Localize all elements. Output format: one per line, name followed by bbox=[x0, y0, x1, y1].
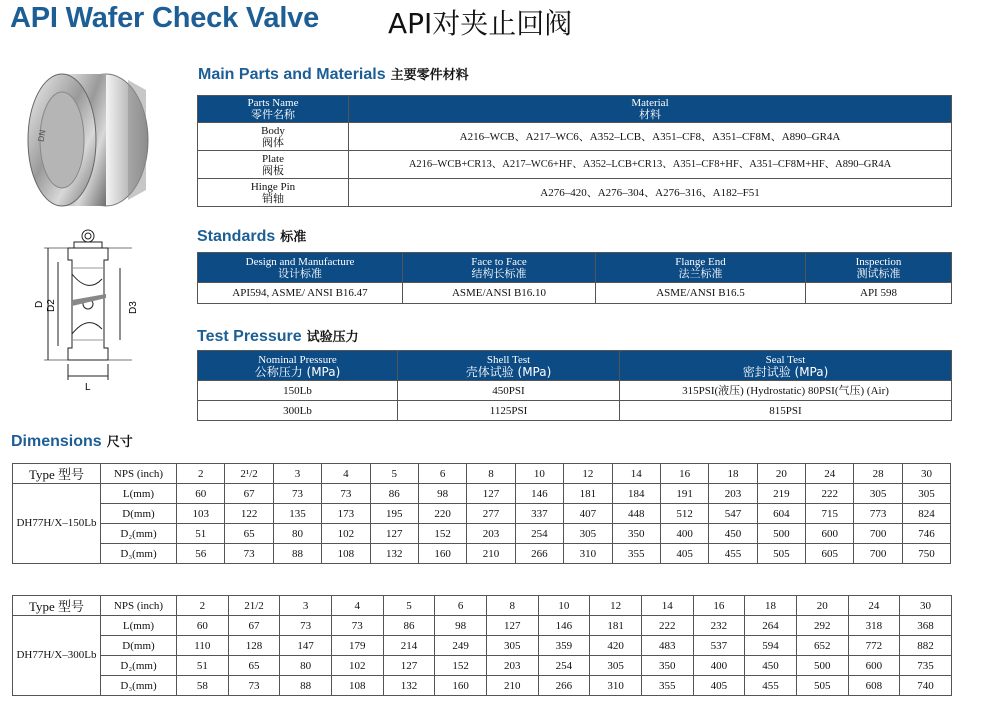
dimension-value: 127 bbox=[486, 616, 538, 636]
dimension-value: 264 bbox=[745, 616, 797, 636]
dimension-value: 605 bbox=[806, 544, 854, 564]
standards-table: Design and Manufacture 设计标准 Face to Face 结构长标准 Flange End 法兰标准 Inspection 测试标准 API594, ASME/ ANSI B16.47 ASME/ANSI B16.10 ASME/ANSI B16.5 API 598 bbox=[197, 252, 952, 304]
dimension-value: 220 bbox=[418, 504, 466, 524]
dimension-value: 108 bbox=[331, 676, 383, 696]
dimension-value: 108 bbox=[322, 544, 370, 564]
dimension-value: 420 bbox=[590, 636, 642, 656]
dimensions-table-300lb: Type 型号 NPS (inch) 2 21/2 3 4 5 6 8 10 12 14 16 18 20 24 30 DH77H/X–300Lb L(mm) 60 67 73 73 86 98 127 146 181 222 232 264 292 318 368 D(mm) 110 128 147 179 214 249 305 359 420 483 537 594 652 772 882 D₂(mm) 51 65 80 102 127 152 203 254 305 350 400 450 500 600 735 D₃(mm) 58 73 88 108 132 160 210 266 310 355 405 455 505 608 740 bbox=[12, 595, 952, 696]
dimension-value: 181 bbox=[564, 484, 612, 504]
row-label: D₃(mm) bbox=[101, 676, 177, 696]
dimension-value: 715 bbox=[806, 504, 854, 524]
dimension-value: 773 bbox=[854, 504, 902, 524]
dimension-value: 73 bbox=[280, 616, 332, 636]
dimension-value: 203 bbox=[709, 484, 757, 504]
dimension-value: 179 bbox=[331, 636, 383, 656]
table-row bbox=[13, 504, 951, 524]
dimension-value: 147 bbox=[280, 636, 332, 656]
dimension-value: 160 bbox=[435, 676, 487, 696]
dimension-value: 305 bbox=[590, 656, 642, 676]
dimension-value: 305 bbox=[854, 484, 902, 504]
page-title-en: API Wafer Check Valve bbox=[10, 2, 320, 34]
dimension-value: 882 bbox=[900, 636, 952, 656]
model-cell: DH77H/X–300Lb bbox=[13, 616, 101, 696]
valve-drawing bbox=[28, 224, 158, 394]
dimension-value: 405 bbox=[660, 544, 708, 564]
dimension-value: 191 bbox=[660, 484, 708, 504]
dimension-value: 56 bbox=[177, 544, 225, 564]
drawing-label-d: D bbox=[34, 300, 45, 308]
svg-text:DN: DN bbox=[36, 129, 48, 143]
dimension-value: 65 bbox=[228, 656, 280, 676]
row-label: L(mm) bbox=[101, 484, 177, 504]
table-row: 150Lb 450PSI 315PSI(液压) (Hydrostatic) 80PSI(气压) (Air) bbox=[198, 381, 952, 401]
dimension-value: 500 bbox=[796, 656, 848, 676]
dimension-value: 160 bbox=[418, 544, 466, 564]
dimension-value: 254 bbox=[538, 656, 590, 676]
dimension-value: 60 bbox=[177, 484, 225, 504]
row-label: L(mm) bbox=[101, 616, 177, 636]
dimension-value: 135 bbox=[273, 504, 321, 524]
dimension-value: 60 bbox=[177, 616, 229, 636]
dimension-value: 400 bbox=[660, 524, 708, 544]
dimension-value: 450 bbox=[745, 656, 797, 676]
dimensions-table-150lb: Type 型号 NPS (inch) 2 2¹/2 3 4 5 6 8 10 12 14 16 18 20 24 28 30 DH77H/X–150Lb L(mm) 60 67 73 73 86 98 127 146 181 184 191 203 219 222 305 305 D(mm) 103 122 135 173 195 220 277 337 407 448 512 547 604 715 773 824 D₂(mm) 51 65 80 102 127 152 203 254 305 350 400 450 500 600 700 746 D₃(mm) 56 73 88 108 132 160 210 266 310 355 405 455 505 605 700 750 bbox=[12, 463, 951, 564]
table-row bbox=[13, 616, 952, 636]
table-row: 300Lb 1125PSI 815PSI bbox=[198, 401, 952, 421]
dimension-value: 98 bbox=[435, 616, 487, 636]
dimension-value: 222 bbox=[806, 484, 854, 504]
dimension-value: 266 bbox=[538, 676, 590, 696]
dimension-value: 505 bbox=[757, 544, 805, 564]
dimension-value: 455 bbox=[745, 676, 797, 696]
row-label: D(mm) bbox=[101, 636, 177, 656]
table-row: API594, ASME/ ANSI B16.47 ASME/ANSI B16.10 ASME/ANSI B16.5 API 598 bbox=[198, 283, 952, 304]
table-row bbox=[13, 676, 952, 696]
dimension-value: 292 bbox=[796, 616, 848, 636]
dimension-value: 73 bbox=[322, 484, 370, 504]
dimension-value: 310 bbox=[564, 544, 612, 564]
dimension-value: 254 bbox=[515, 524, 563, 544]
row-label: D₂(mm) bbox=[101, 524, 177, 544]
dimension-value: 350 bbox=[612, 524, 660, 544]
dimension-value: 146 bbox=[538, 616, 590, 636]
standards-heading: Standards 标准 bbox=[197, 228, 307, 245]
dimension-value: 73 bbox=[273, 484, 321, 504]
dimension-value: 405 bbox=[693, 676, 745, 696]
dimension-value: 350 bbox=[641, 656, 693, 676]
dimension-value: 512 bbox=[660, 504, 708, 524]
dimension-value: 824 bbox=[902, 504, 950, 524]
dimension-value: 448 bbox=[612, 504, 660, 524]
dimension-value: 73 bbox=[225, 544, 273, 564]
dimension-value: 86 bbox=[383, 616, 435, 636]
valve-photo bbox=[18, 60, 158, 210]
table-row: Hinge Pin 销轴 A276–420、A276–304、A276–316、A182–F51 bbox=[198, 179, 952, 207]
dimension-value: 604 bbox=[757, 504, 805, 524]
dimension-value: 51 bbox=[177, 656, 229, 676]
dimension-value: 152 bbox=[435, 656, 487, 676]
dimension-value: 450 bbox=[709, 524, 757, 544]
dimension-value: 102 bbox=[322, 524, 370, 544]
dimension-value: 600 bbox=[848, 656, 900, 676]
dimension-value: 128 bbox=[228, 636, 280, 656]
dimension-value: 103 bbox=[177, 504, 225, 524]
table-row: Body 阀体 A216–WCB、A217–WC6、A352–LCB、A351–CF8、A351–CF8M、A890–GR4A bbox=[198, 123, 952, 151]
dimension-value: 772 bbox=[848, 636, 900, 656]
dimension-value: 310 bbox=[590, 676, 642, 696]
dimension-value: 222 bbox=[641, 616, 693, 636]
dimension-value: 266 bbox=[515, 544, 563, 564]
dimension-value: 500 bbox=[757, 524, 805, 544]
dimension-value: 746 bbox=[902, 524, 950, 544]
dimension-value: 750 bbox=[902, 544, 950, 564]
dimension-value: 355 bbox=[612, 544, 660, 564]
dimension-value: 735 bbox=[900, 656, 952, 676]
dimension-value: 277 bbox=[467, 504, 515, 524]
dimension-value: 173 bbox=[322, 504, 370, 524]
dimension-value: 652 bbox=[796, 636, 848, 656]
dimension-value: 407 bbox=[564, 504, 612, 524]
table-row bbox=[13, 484, 951, 504]
dimension-value: 88 bbox=[280, 676, 332, 696]
dimension-value: 152 bbox=[418, 524, 466, 544]
dimension-value: 203 bbox=[467, 524, 515, 544]
dimension-value: 184 bbox=[612, 484, 660, 504]
dimension-value: 98 bbox=[418, 484, 466, 504]
dimension-value: 400 bbox=[693, 656, 745, 676]
drawing-label-d2: D2 bbox=[46, 299, 57, 312]
dimension-value: 537 bbox=[693, 636, 745, 656]
dimension-value: 368 bbox=[900, 616, 952, 636]
dimension-value: 122 bbox=[225, 504, 273, 524]
pressure-heading: Test Pressure 试验压力 bbox=[197, 328, 359, 345]
dimension-value: 505 bbox=[796, 676, 848, 696]
dimension-value: 305 bbox=[902, 484, 950, 504]
dimension-value: 249 bbox=[435, 636, 487, 656]
dimension-value: 88 bbox=[273, 544, 321, 564]
dimension-value: 740 bbox=[900, 676, 952, 696]
dimension-value: 80 bbox=[280, 656, 332, 676]
dimension-value: 65 bbox=[225, 524, 273, 544]
dimension-value: 219 bbox=[757, 484, 805, 504]
dimension-value: 181 bbox=[590, 616, 642, 636]
dimension-value: 58 bbox=[177, 676, 229, 696]
pressure-table: Nominal Pressure 公称压力 (MPa) Shell Test 壳体试验 (MPa) Seal Test 密封试验 (MPa) 150Lb 450PSI 315PSI(液压) (Hydrostatic) 80PSI(气压) (Air) 300Lb 1125PSI 815PSI bbox=[197, 350, 952, 421]
dimension-value: 355 bbox=[641, 676, 693, 696]
drawing-label-l: L bbox=[85, 382, 91, 393]
dimension-value: 608 bbox=[848, 676, 900, 696]
dimension-value: 210 bbox=[467, 544, 515, 564]
table-row bbox=[13, 636, 952, 656]
dimension-value: 86 bbox=[370, 484, 418, 504]
dimension-value: 203 bbox=[486, 656, 538, 676]
table-row: Plate 阀板 A216–WCB+CR13、A217–WC6+HF、A352–LCB+CR13、A351–CF8+HF、A351–CF8M+HF、A890–GR4A bbox=[198, 151, 952, 179]
dimension-value: 80 bbox=[273, 524, 321, 544]
page-title-cn: API对夹止回阀 bbox=[388, 7, 573, 40]
model-cell: DH77H/X–150Lb bbox=[13, 484, 101, 564]
dimension-value: 51 bbox=[177, 524, 225, 544]
dimension-value: 305 bbox=[486, 636, 538, 656]
parts-col-name: Parts Name 零件名称 bbox=[198, 96, 349, 123]
dimension-value: 305 bbox=[564, 524, 612, 544]
dimension-value: 210 bbox=[486, 676, 538, 696]
dimension-value: 146 bbox=[515, 484, 563, 504]
dimension-value: 127 bbox=[370, 524, 418, 544]
dimension-value: 132 bbox=[370, 544, 418, 564]
dimensions-heading: Dimensions 尺寸 bbox=[11, 433, 133, 450]
row-label: D₃(mm) bbox=[101, 544, 177, 564]
parts-table bbox=[197, 95, 952, 207]
parts-heading: Main Parts and Materials 主要零件材料 bbox=[198, 66, 469, 83]
dimension-value: 594 bbox=[745, 636, 797, 656]
dimension-value: 132 bbox=[383, 676, 435, 696]
dimension-value: 102 bbox=[331, 656, 383, 676]
table-row bbox=[13, 524, 951, 544]
dimension-value: 67 bbox=[225, 484, 273, 504]
dimension-value: 73 bbox=[331, 616, 383, 636]
dimension-value: 127 bbox=[383, 656, 435, 676]
row-label: D₂(mm) bbox=[101, 656, 177, 676]
table-row bbox=[13, 656, 952, 676]
dimension-value: 232 bbox=[693, 616, 745, 636]
dimension-value: 483 bbox=[641, 636, 693, 656]
drawing-label-d3: D3 bbox=[128, 301, 139, 314]
table-row bbox=[13, 544, 951, 564]
dimension-value: 73 bbox=[228, 676, 280, 696]
dimension-value: 337 bbox=[515, 504, 563, 524]
dimension-value: 67 bbox=[228, 616, 280, 636]
dimension-value: 455 bbox=[709, 544, 757, 564]
dimension-value: 214 bbox=[383, 636, 435, 656]
dimension-value: 547 bbox=[709, 504, 757, 524]
dimension-value: 318 bbox=[848, 616, 900, 636]
parts-col-material: Material 材料 bbox=[349, 96, 952, 123]
dimension-value: 110 bbox=[177, 636, 229, 656]
dimension-value: 195 bbox=[370, 504, 418, 524]
dimension-value: 359 bbox=[538, 636, 590, 656]
dimension-value: 700 bbox=[854, 524, 902, 544]
dimension-value: 700 bbox=[854, 544, 902, 564]
dimension-value: 600 bbox=[806, 524, 854, 544]
row-label: D(mm) bbox=[101, 504, 177, 524]
dimension-value: 127 bbox=[467, 484, 515, 504]
